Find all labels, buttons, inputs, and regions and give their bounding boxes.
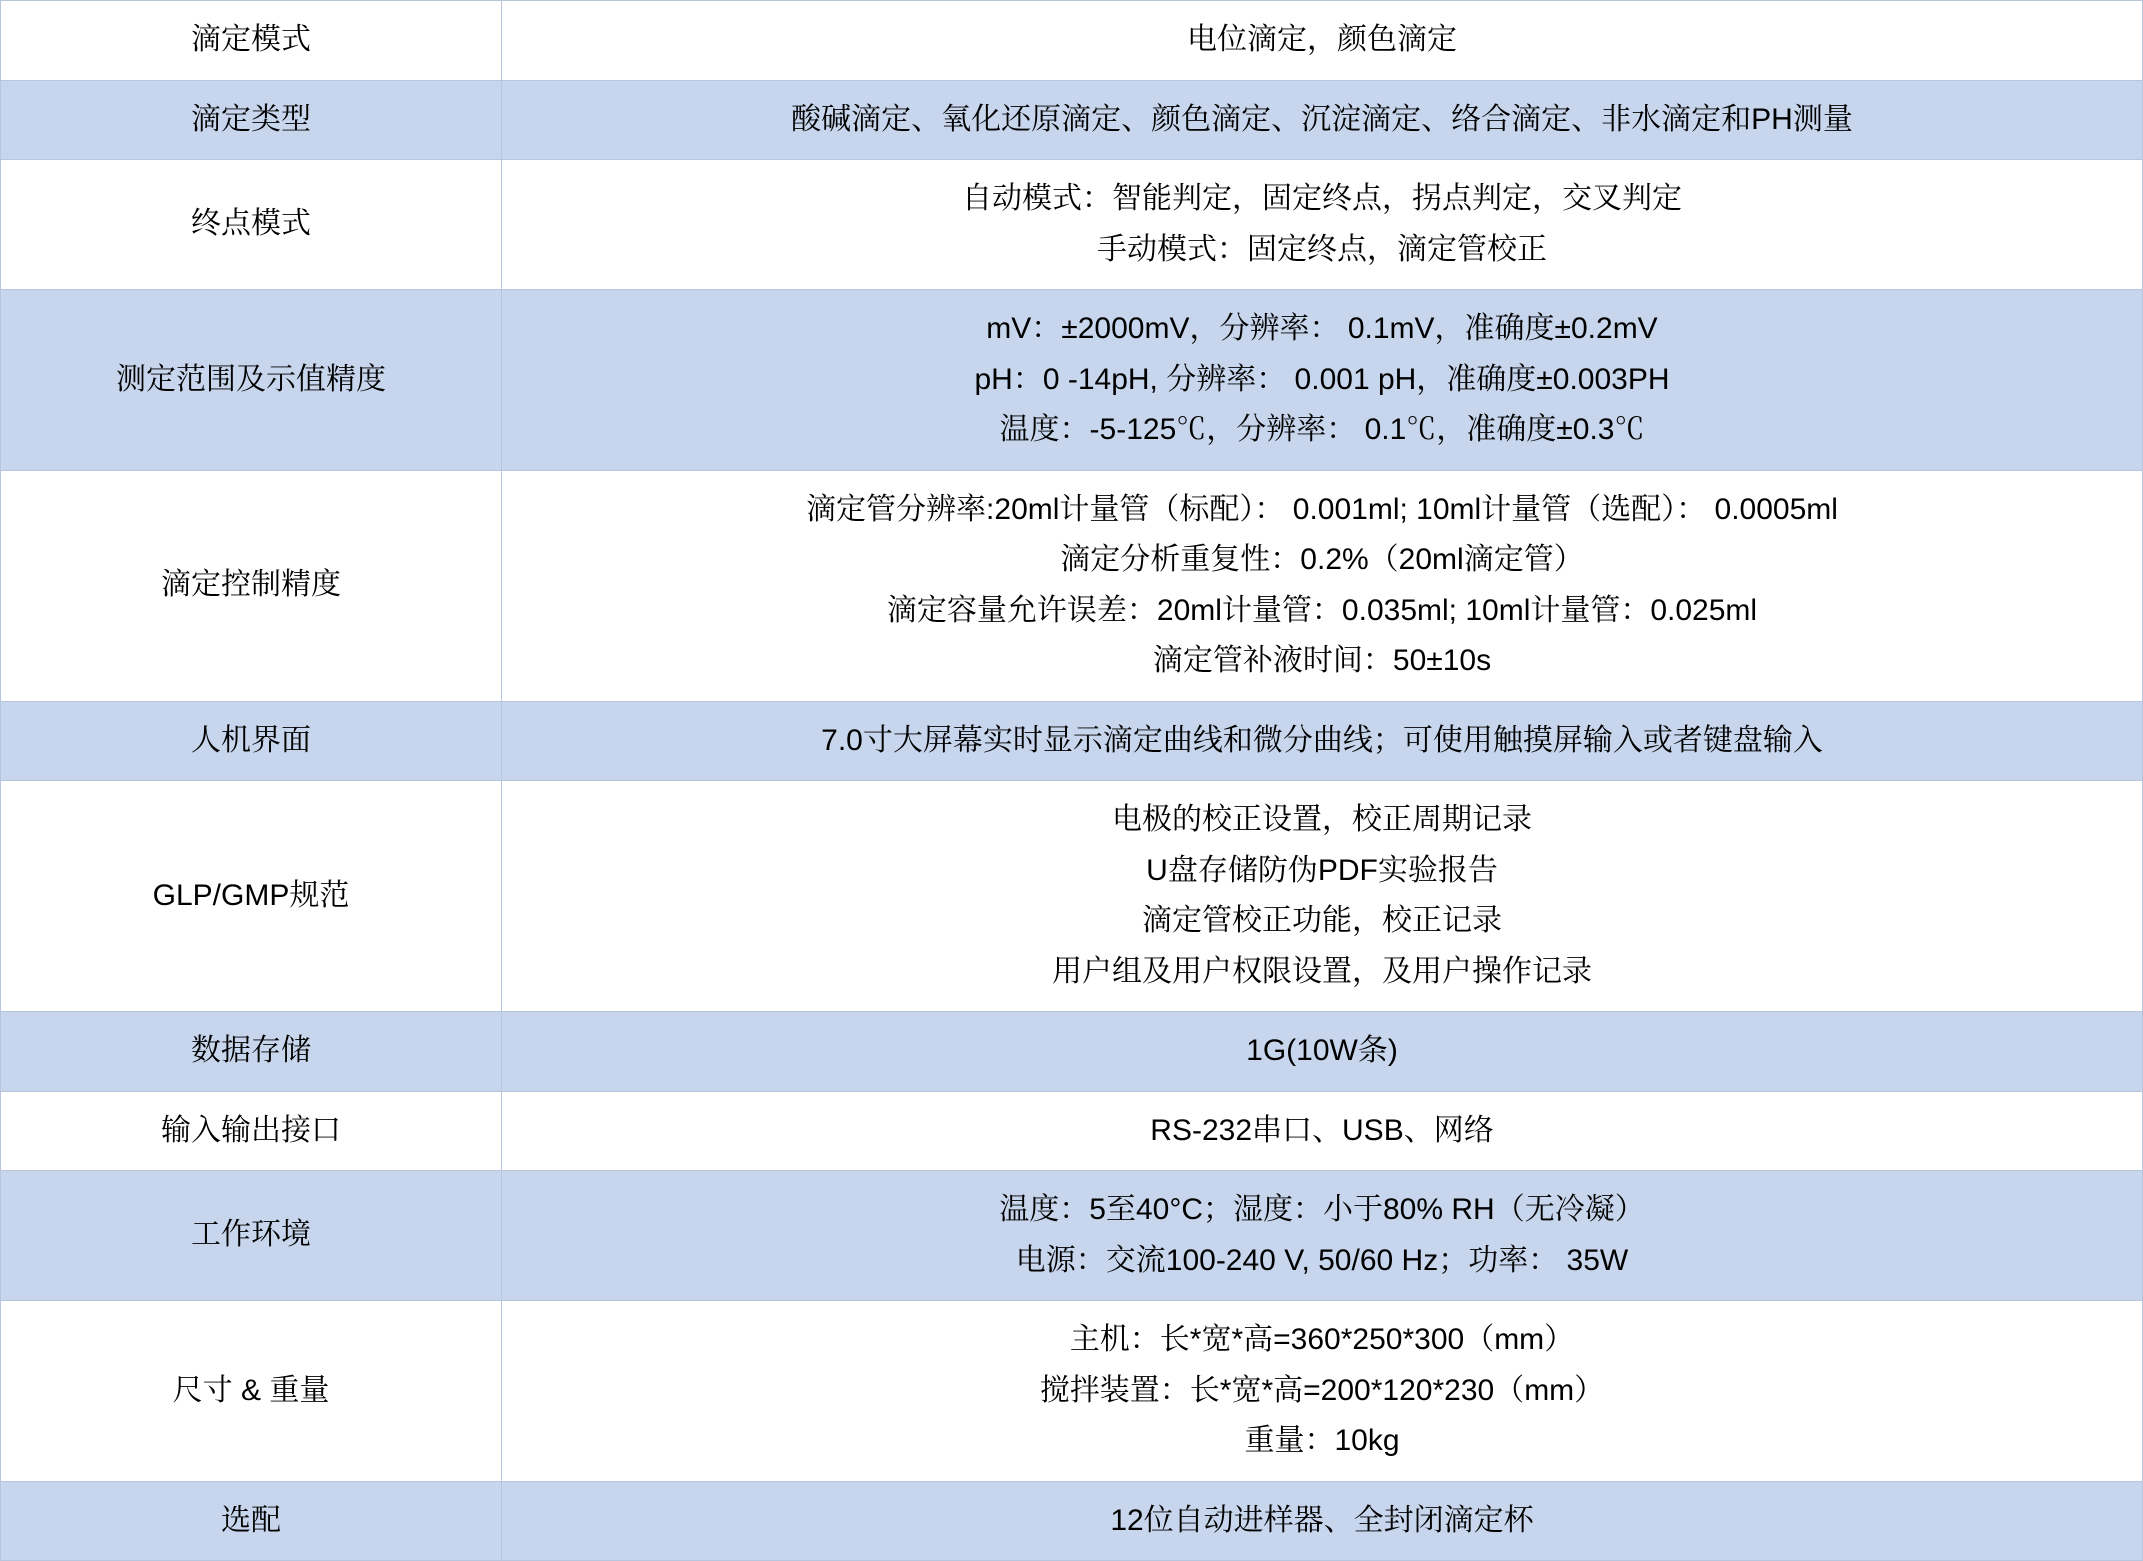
spec-value-cell — [502, 781, 2143, 1012]
spec-value-cell — [502, 1481, 2143, 1561]
table-row — [1, 80, 2143, 160]
spec-value-cell — [502, 160, 2143, 290]
spec-value-lines — [512, 1496, 2132, 1547]
spec-value-line: 温度：-5-125℃，分辨率： 0.1℃，准确度±0.3℃ — [999, 413, 1645, 446]
spec-value-line: 电极的校正设置，校正周期记录 — [1112, 803, 1532, 836]
spec-label-cell: GLP/GMP规范 — [1, 781, 502, 1012]
spec-value-line: 温度：5至40°C；湿度：小于80% RH（无冷凝） — [999, 1193, 1645, 1226]
spec-value-lines — [512, 1026, 2132, 1077]
spec-value-cell — [502, 290, 2143, 471]
spec-value-lines — [512, 716, 2132, 767]
spec-value-line: 电源：交流100-240 V, 50/60 Hz；功率： 35W — [1015, 1243, 1629, 1277]
spec-value-line: 电位滴定，颜色滴定 — [1187, 23, 1457, 56]
spec-value-cell — [502, 80, 2143, 160]
table-row — [1, 1171, 2143, 1301]
spec-value-cell — [502, 1, 2143, 81]
spec-label-cell: 滴定类型 — [1, 80, 502, 160]
spec-value-line: 滴定管校正功能，校正记录 — [1142, 904, 1502, 937]
spec-label-cell: 滴定控制精度 — [1, 470, 502, 701]
spec-value-line: 滴定分析重复性：0.2%（20ml滴定管） — [1060, 543, 1584, 576]
table-row — [1, 1012, 2143, 1092]
spec-value-cell — [502, 1301, 2143, 1482]
spec-value-lines — [512, 1185, 2132, 1286]
spec-value-cell — [502, 701, 2143, 781]
spec-value-line: 1G(10W条) — [1246, 1034, 1398, 1067]
spec-label-cell: 人机界面 — [1, 701, 502, 781]
spec-label-cell: 滴定模式 — [1, 1, 502, 81]
spec-value-line: RS-232串口、USB、网络 — [1150, 1113, 1494, 1147]
spec-value-line: 自动模式：智能判定，固定终点，拐点判定，交叉判定 — [962, 182, 1682, 215]
spec-value-line: 7.0寸大屏幕实时显示滴定曲线和微分曲线；可使用触摸屏输入或者键盘输入 — [821, 723, 1823, 757]
spec-value-line: 滴定容量允许误差：20ml计量管：0.035ml; 10ml计量管：0.025ml — [886, 593, 1758, 627]
table-row — [1, 1481, 2143, 1561]
spec-value-lines — [512, 174, 2132, 275]
spec-label-cell: 数据存储 — [1, 1012, 502, 1092]
spec-label-cell: 终点模式 — [1, 160, 502, 290]
spec-value-line: pH：0 -14pH, 分辨率： 0.001 pH，准确度±0.003PH — [974, 362, 1670, 396]
table-row — [1, 1, 2143, 81]
spec-value-line: U盘存储防伪PDF实验报告 — [1146, 853, 1498, 887]
spec-value-line: 滴定管补液时间：50±10s — [1152, 644, 1492, 677]
spec-value-line: 滴定管分辨率:20ml计量管（标配）： 0.001ml; 10ml计量管（选配）： 0.0005ml — [806, 492, 1838, 526]
spec-value-lines — [512, 795, 2132, 997]
spec-value-lines — [512, 95, 2132, 146]
spec-value-line: 搅拌装置：长*宽*高=200*120*230（mm） — [1039, 1373, 1605, 1407]
spec-value-cell — [502, 1012, 2143, 1092]
spec-value-cell — [502, 1091, 2143, 1171]
spec-value-line: 主机：长*宽*高=360*250*300（mm） — [1069, 1323, 1575, 1356]
table-row — [1, 470, 2143, 701]
spec-value-lines — [512, 485, 2132, 687]
spec-value-lines — [512, 15, 2132, 66]
spec-value-cell — [502, 470, 2143, 701]
spec-value-line: 重量：10kg — [1244, 1424, 1400, 1457]
table-row — [1, 160, 2143, 290]
spec-value-line: 12位自动进样器、全封闭滴定杯 — [1110, 1503, 1534, 1537]
spec-value-lines — [512, 1106, 2132, 1157]
table-row — [1, 781, 2143, 1012]
table-row — [1, 290, 2143, 471]
table-row — [1, 1091, 2143, 1171]
spec-label-cell: 选配 — [1, 1481, 502, 1561]
spec-value-line: 手动模式：固定终点，滴定管校正 — [1097, 232, 1547, 266]
spec-value-lines — [512, 304, 2132, 456]
spec-label-cell: 工作环境 — [1, 1171, 502, 1301]
spec-label-cell: 测定范围及示值精度 — [1, 290, 502, 471]
spec-label-cell: 输入输出接口 — [1, 1091, 502, 1171]
spec-value-cell — [502, 1171, 2143, 1301]
spec-label-cell: 尺寸 & 重量 — [1, 1301, 502, 1482]
spec-value-line: 酸碱滴定、氧化还原滴定、颜色滴定、沉淀滴定、络合滴定、非水滴定和PH测量 — [791, 102, 1853, 136]
table-row — [1, 701, 2143, 781]
table-row — [1, 1301, 2143, 1482]
spec-value-line: mV：±2000mV，分辨率： 0.1mV，准确度±0.2mV — [986, 312, 1658, 345]
spec-value-line: 用户组及用户权限设置，及用户操作记录 — [1052, 954, 1592, 988]
specifications-table-body — [1, 1, 2143, 1561]
spec-value-lines — [512, 1315, 2132, 1467]
